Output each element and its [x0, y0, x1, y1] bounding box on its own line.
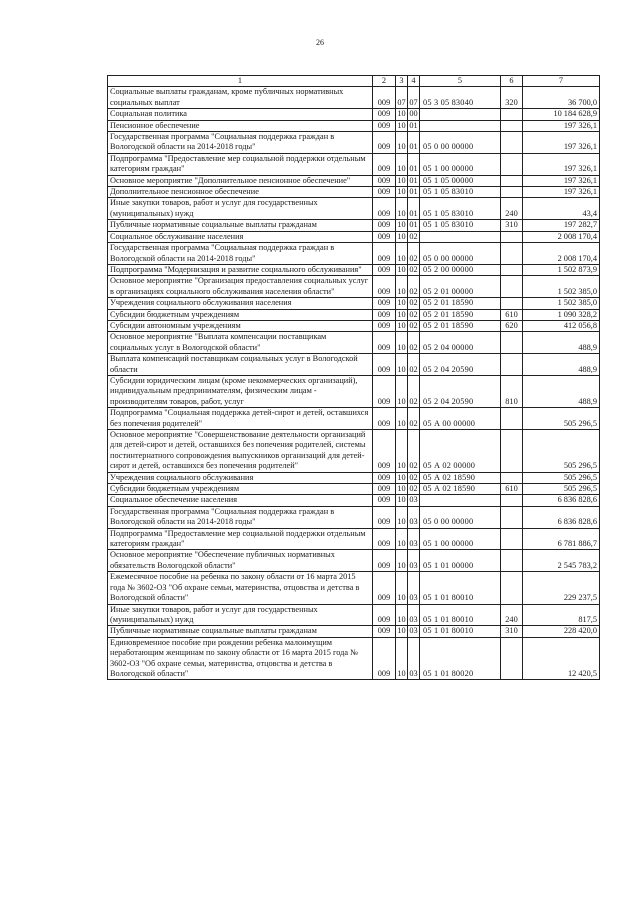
- section-code-cell: 10: [397, 472, 406, 482]
- row-name-cell: Пенсионное обеспечение: [108, 120, 373, 131]
- section-code-cell: 10: [396, 408, 408, 430]
- expense-type-cell: [501, 408, 523, 430]
- ministry-code-cell: 009: [373, 175, 396, 186]
- row-name-cell: Публичные нормативные социальные выплаты гражданам: [108, 626, 373, 637]
- section-code-cell: 10: [396, 354, 408, 376]
- amount-cell: 197 282,7: [523, 220, 600, 231]
- section-code-cell: 10: [396, 198, 408, 220]
- ministry-code-cell: 009: [373, 198, 396, 220]
- amount-cell: 197 326,1: [523, 153, 600, 175]
- target-article-cell: 05 А 00 00000: [420, 408, 501, 430]
- target-article-cell: 05 2 01 18590: [420, 309, 501, 320]
- amount-cell: 505 296,5: [523, 430, 600, 473]
- expense-type-cell: [501, 332, 523, 354]
- header-cell: 2: [373, 76, 396, 87]
- target-article-cell: 05 1 05 83010: [420, 220, 501, 231]
- header-cell: 6: [501, 76, 523, 87]
- subsection-code-cell: 02: [409, 298, 418, 308]
- subsection-code-cell: 02: [408, 408, 420, 430]
- subsection-code-cell: 02: [409, 264, 418, 274]
- section-code-cell: 10: [397, 220, 406, 230]
- ministry-code-cell: 009: [373, 298, 396, 309]
- section-code-cell: 10: [396, 375, 408, 407]
- amount-cell: 1 502 873,9: [523, 264, 600, 275]
- ministry-code-cell: 009: [373, 506, 396, 528]
- table-row: [108, 332, 600, 354]
- row-name-cell: Субсидии бюджетным учреждениям: [108, 309, 373, 320]
- subsection-code-cell: 03: [409, 495, 418, 505]
- amount-cell: 1 090 328,2: [523, 309, 600, 320]
- section-code-cell: 10: [396, 276, 408, 298]
- subsection-code-cell: 02: [408, 354, 420, 376]
- ministry-code-cell: 009: [373, 264, 396, 275]
- row-name-cell: Учреждения социального обслуживания: [108, 472, 373, 483]
- ministry-code-cell: 009: [373, 309, 396, 320]
- target-article-cell: 05 2 01 18590: [420, 298, 501, 309]
- expense-type-cell: [501, 528, 523, 550]
- ministry-code-cell: 009: [373, 109, 396, 120]
- section-code-cell: 10: [397, 231, 406, 241]
- expense-type-cell: [501, 109, 523, 120]
- amount-cell: 2 008 170,4: [523, 243, 600, 265]
- amount-cell: 6 836 828,6: [523, 495, 600, 506]
- amount-cell: 12 420,5: [523, 637, 600, 680]
- expense-type-cell: 610: [501, 309, 523, 320]
- table-row: [108, 109, 600, 120]
- target-article-cell: [420, 495, 501, 506]
- expense-type-cell: [501, 354, 523, 376]
- target-article-cell: 05 1 01 00000: [420, 550, 501, 572]
- section-code-cell: 10: [396, 604, 408, 626]
- row-name-cell: Ежемесячное пособие на ребенка по закону области от 16 марта 2015 года № 3602-ОЗ "Об охране семьи, материнства, отцовства и детства в Вологодской области": [108, 572, 373, 604]
- subsection-code-cell: 01: [409, 187, 418, 197]
- expense-type-cell: [501, 495, 523, 506]
- expense-type-cell: [501, 231, 523, 242]
- section-code-cell: 10: [397, 120, 406, 130]
- table-row: [108, 320, 600, 331]
- table-row: [108, 231, 600, 242]
- amount-cell: 43,4: [523, 198, 600, 220]
- ministry-code-cell: 009: [373, 495, 396, 506]
- amount-cell: 488,9: [523, 354, 600, 376]
- table-row: [108, 198, 600, 220]
- row-name-cell: Подпрограмма "Социальная поддержка детей-сирот и детей, оставшихся без попечения родителей": [108, 408, 373, 430]
- section-code-cell: 10: [397, 484, 406, 494]
- target-article-cell: 05 2 01 00000: [420, 276, 501, 298]
- row-name-cell: Иные закупки товаров, работ и услуг для государственных (муниципальных) нужд: [108, 604, 373, 626]
- header-cell: 5: [420, 76, 501, 87]
- subsection-code-cell: 01: [409, 220, 418, 230]
- target-article-cell: 05 3 05 83040: [420, 87, 501, 109]
- ministry-code-cell: 009: [373, 354, 396, 376]
- ministry-code-cell: 009: [373, 626, 396, 637]
- section-code-cell: 10: [396, 243, 408, 265]
- row-name-cell: Социальные выплаты гражданам, кроме публичных нормативных социальных выплат: [108, 87, 373, 109]
- subsection-code-cell: 02: [408, 375, 420, 407]
- subsection-code-cell: 02: [409, 484, 418, 494]
- ministry-code-cell: 009: [373, 375, 396, 407]
- page-number: 26: [316, 38, 324, 47]
- subsection-code-cell: 03: [408, 604, 420, 626]
- table-row: [108, 298, 600, 309]
- row-name-cell: Учреждения социального обслуживания населения: [108, 298, 373, 309]
- table-row: [108, 309, 600, 320]
- section-code-cell: 10: [397, 187, 406, 197]
- table-row: [108, 87, 600, 109]
- amount-cell: 6 781 886,7: [523, 528, 600, 550]
- expense-type-cell: [501, 264, 523, 275]
- header-cell: 7: [523, 76, 600, 87]
- subsection-code-cell: 03: [408, 528, 420, 550]
- expense-type-cell: [501, 506, 523, 528]
- section-code-cell: 10: [396, 550, 408, 572]
- ministry-code-cell: 009: [373, 187, 396, 198]
- target-article-cell: 05 1 01 80010: [420, 604, 501, 626]
- section-code-cell: 10: [397, 495, 406, 505]
- section-code-cell: 10: [397, 320, 406, 330]
- row-name-cell: Государственная программа "Социальная поддержка граждан в Вологодской области на 2014-2018 годы": [108, 132, 373, 154]
- target-article-cell: 05 2 01 18590: [420, 320, 501, 331]
- section-code-cell: 10: [396, 132, 408, 154]
- section-code-cell: 07: [396, 87, 408, 109]
- subsection-code-cell: 03: [408, 637, 420, 680]
- subsection-code-cell: 02: [409, 320, 418, 330]
- amount-cell: 197 326,1: [523, 187, 600, 198]
- row-name-cell: Государственная программа "Социальная поддержка граждан в Вологодской области на 2014-2018 годы": [108, 243, 373, 265]
- amount-cell: 488,9: [523, 375, 600, 407]
- section-code-cell: 10: [397, 626, 406, 636]
- section-code-cell: 10: [396, 528, 408, 550]
- row-name-cell: Основное мероприятие "Обеспечение публичных нормативных обязательств Вологодской области": [108, 550, 373, 572]
- ministry-code-cell: 009: [373, 243, 396, 265]
- table-row: [108, 637, 600, 680]
- header-cell: 1: [108, 76, 373, 87]
- expense-type-cell: [501, 276, 523, 298]
- table-row: [108, 408, 600, 430]
- subsection-code-cell: 03: [409, 626, 418, 636]
- target-article-cell: 05 1 05 00000: [420, 175, 501, 186]
- target-article-cell: 05 1 01 80010: [420, 572, 501, 604]
- row-name-cell: Основное мероприятие "Выплата компенсации поставщикам социальных услуг в Вологодской области": [108, 332, 373, 354]
- expense-type-cell: 620: [501, 320, 523, 331]
- row-name-cell: Основное мероприятие "Организация предоставления социальных услуг в организациях социального обслуживания населения области": [108, 276, 373, 298]
- amount-cell: 197 326,1: [523, 175, 600, 186]
- subsection-code-cell: 01: [408, 132, 420, 154]
- expense-type-cell: 610: [501, 484, 523, 495]
- target-article-cell: 05 1 00 00000: [420, 153, 501, 175]
- expense-type-cell: [501, 550, 523, 572]
- subsection-code-cell: 02: [409, 309, 418, 319]
- table-row: [108, 472, 600, 483]
- subsection-code-cell: 00: [409, 109, 418, 119]
- ministry-code-cell: 009: [373, 484, 396, 495]
- expense-type-cell: [501, 572, 523, 604]
- amount-cell: 488,9: [523, 332, 600, 354]
- ministry-code-cell: 009: [373, 604, 396, 626]
- row-name-cell: Единовременное пособие при рождении ребенка малоимущим неработающим женщинам по закону области от 16 марта 2015 года № 3602-ОЗ "Об охране семьи, материнства, отцовства и детства в Вологодской области": [108, 637, 373, 680]
- section-code-cell: 10: [396, 430, 408, 473]
- amount-cell: 6 836 828,6: [523, 506, 600, 528]
- table-header-row: [108, 76, 600, 87]
- amount-cell: 817,5: [523, 604, 600, 626]
- ministry-code-cell: 009: [373, 276, 396, 298]
- table-row: [108, 528, 600, 550]
- expense-type-cell: [501, 472, 523, 483]
- ministry-code-cell: 009: [373, 408, 396, 430]
- ministry-code-cell: 009: [373, 332, 396, 354]
- header-cell: 3: [396, 76, 408, 87]
- row-name-cell: Подпрограмма "Модернизация и развитие социального обслуживания": [108, 264, 373, 275]
- expense-type-cell: [501, 298, 523, 309]
- ministry-code-cell: 009: [373, 550, 396, 572]
- table-row: [108, 153, 600, 175]
- target-article-cell: [420, 231, 501, 242]
- target-article-cell: 05 0 00 00000: [420, 506, 501, 528]
- table-row: [108, 132, 600, 154]
- expense-type-cell: 310: [501, 220, 523, 231]
- target-article-cell: 05 1 00 00000: [420, 528, 501, 550]
- section-code-cell: 10: [396, 572, 408, 604]
- target-article-cell: 05 А 02 18590: [420, 484, 501, 495]
- subsection-code-cell: 01: [409, 120, 418, 130]
- amount-cell: 197 326,1: [523, 132, 600, 154]
- table-row: [108, 187, 600, 198]
- target-article-cell: 05 А 02 18590: [420, 472, 501, 483]
- expense-type-cell: [501, 430, 523, 473]
- row-name-cell: Основное мероприятие "Дополнительное пенсионное обеспечение": [108, 175, 373, 186]
- section-code-cell: 10: [397, 264, 406, 274]
- ministry-code-cell: 009: [373, 231, 396, 242]
- table-row: [108, 572, 600, 604]
- table-row: [108, 626, 600, 637]
- expense-type-cell: [501, 120, 523, 131]
- target-article-cell: 05 2 04 20590: [420, 375, 501, 407]
- ministry-code-cell: 009: [373, 87, 396, 109]
- table-row: [108, 375, 600, 407]
- row-name-cell: Публичные нормативные социальные выплаты гражданам: [108, 220, 373, 231]
- table-row: [108, 604, 600, 626]
- section-code-cell: 10: [396, 637, 408, 680]
- row-name-cell: Основное мероприятие "Совершенствование деятельности организаций для детей-сирот и детей, оставшихся без попечения родителей, системы постинтернатного сопровождения выпускников организаций для детей-сирот и детей, оставшихся без попечения родителей": [108, 430, 373, 473]
- row-name-cell: Иные закупки товаров, работ и услуг для государственных (муниципальных) нужд: [108, 198, 373, 220]
- subsection-code-cell: 02: [408, 276, 420, 298]
- expense-type-cell: 810: [501, 375, 523, 407]
- target-article-cell: 05 0 00 00000: [420, 243, 501, 265]
- table-row: [108, 550, 600, 572]
- ministry-code-cell: 009: [373, 153, 396, 175]
- subsection-code-cell: 02: [409, 231, 418, 241]
- table-body: [108, 87, 600, 680]
- amount-cell: 412 056,8: [523, 320, 600, 331]
- budget-table: [107, 75, 600, 680]
- table-row: [108, 175, 600, 186]
- row-name-cell: Субсидии автономным учреждениям: [108, 320, 373, 331]
- target-article-cell: 05 2 04 20590: [420, 354, 501, 376]
- amount-cell: 229 237,5: [523, 572, 600, 604]
- ministry-code-cell: 009: [373, 472, 396, 483]
- subsection-code-cell: 02: [408, 243, 420, 265]
- expense-type-cell: 240: [501, 198, 523, 220]
- section-code-cell: 10: [397, 298, 406, 308]
- subsection-code-cell: 02: [408, 332, 420, 354]
- ministry-code-cell: 009: [373, 320, 396, 331]
- target-article-cell: 05 0 00 00000: [420, 132, 501, 154]
- subsection-code-cell: 02: [408, 430, 420, 473]
- target-article-cell: 05 1 01 80020: [420, 637, 501, 680]
- subsection-code-cell: 03: [408, 572, 420, 604]
- row-name-cell: Выплата компенсаций поставщикам социальных услуг в Вологодской области: [108, 354, 373, 376]
- subsection-code-cell: 01: [409, 175, 418, 185]
- subsection-code-cell: 01: [408, 198, 420, 220]
- table-row: [108, 120, 600, 131]
- table-row: [108, 506, 600, 528]
- expense-type-cell: [501, 175, 523, 186]
- amount-cell: 1 502 385,0: [523, 298, 600, 309]
- row-name-cell: Подпрограмма "Предоставление мер социальной поддержки отдельным категориям граждан": [108, 153, 373, 175]
- ministry-code-cell: 009: [373, 120, 396, 131]
- row-name-cell: Подпрограмма "Предоставление мер социальной поддержки отдельным категориям граждан": [108, 528, 373, 550]
- target-article-cell: 05 2 04 00000: [420, 332, 501, 354]
- row-name-cell: Социальное обслуживание населения: [108, 231, 373, 242]
- expense-type-cell: 240: [501, 604, 523, 626]
- subsection-code-cell: 07: [408, 87, 420, 109]
- amount-cell: 228 420,0: [523, 626, 600, 637]
- table-row: [108, 264, 600, 275]
- target-article-cell: 05 2 00 00000: [420, 264, 501, 275]
- row-name-cell: Дополнительное пенсионное обеспечение: [108, 187, 373, 198]
- table-row: [108, 430, 600, 473]
- ministry-code-cell: 009: [373, 572, 396, 604]
- expense-type-cell: 310: [501, 626, 523, 637]
- target-article-cell: [420, 120, 501, 131]
- section-code-cell: 10: [396, 153, 408, 175]
- subsection-code-cell: 03: [408, 550, 420, 572]
- row-name-cell: Субсидии бюджетным учреждениям: [108, 484, 373, 495]
- expense-type-cell: [501, 132, 523, 154]
- target-article-cell: 05 А 02 00000: [420, 430, 501, 473]
- amount-cell: 197 326,1: [523, 120, 600, 131]
- amount-cell: 505 296,5: [523, 408, 600, 430]
- ministry-code-cell: 009: [373, 637, 396, 680]
- section-code-cell: 10: [397, 309, 406, 319]
- expense-type-cell: [501, 637, 523, 680]
- row-name-cell: Социальная политика: [108, 109, 373, 120]
- amount-cell: 10 184 628,9: [523, 109, 600, 120]
- subsection-code-cell: 03: [408, 506, 420, 528]
- section-code-cell: 10: [396, 332, 408, 354]
- expense-type-cell: [501, 187, 523, 198]
- table-row: [108, 484, 600, 495]
- amount-cell: 1 502 385,0: [523, 276, 600, 298]
- target-article-cell: 05 1 01 80010: [420, 626, 501, 637]
- amount-cell: 36 700,0: [523, 87, 600, 109]
- amount-cell: 2 545 783,2: [523, 550, 600, 572]
- row-name-cell: Субсидии юридическим лицам (кроме некоммерческих организаций), индивидуальным предпринимателям, физическим лицам - производителям товаров, работ, услуг: [108, 375, 373, 407]
- section-code-cell: 10: [397, 109, 406, 119]
- subsection-code-cell: 01: [408, 153, 420, 175]
- amount-cell: 505 296,5: [523, 484, 600, 495]
- row-name-cell: Социальное обеспечение населения: [108, 495, 373, 506]
- table-row: [108, 354, 600, 376]
- amount-cell: 2 008 170,4: [523, 231, 600, 242]
- ministry-code-cell: 009: [373, 430, 396, 473]
- table-row: [108, 276, 600, 298]
- ministry-code-cell: 009: [373, 132, 396, 154]
- section-code-cell: 10: [396, 506, 408, 528]
- header-cell: 4: [408, 76, 420, 87]
- ministry-code-cell: 009: [373, 528, 396, 550]
- target-article-cell: 05 1 05 83010: [420, 198, 501, 220]
- expense-type-cell: [501, 153, 523, 175]
- target-article-cell: 05 1 05 83010: [420, 187, 501, 198]
- table-row: [108, 495, 600, 506]
- table-row: [108, 243, 600, 265]
- subsection-code-cell: 02: [409, 472, 418, 482]
- section-code-cell: 10: [397, 175, 406, 185]
- ministry-code-cell: 009: [373, 220, 396, 231]
- table-row: [108, 220, 600, 231]
- expense-type-cell: 320: [501, 87, 523, 109]
- target-article-cell: [420, 109, 501, 120]
- expense-type-cell: [501, 243, 523, 265]
- amount-cell: 505 296,5: [523, 472, 600, 483]
- row-name-cell: Государственная программа "Социальная поддержка граждан в Вологодской области на 2014-2018 годы": [108, 506, 373, 528]
